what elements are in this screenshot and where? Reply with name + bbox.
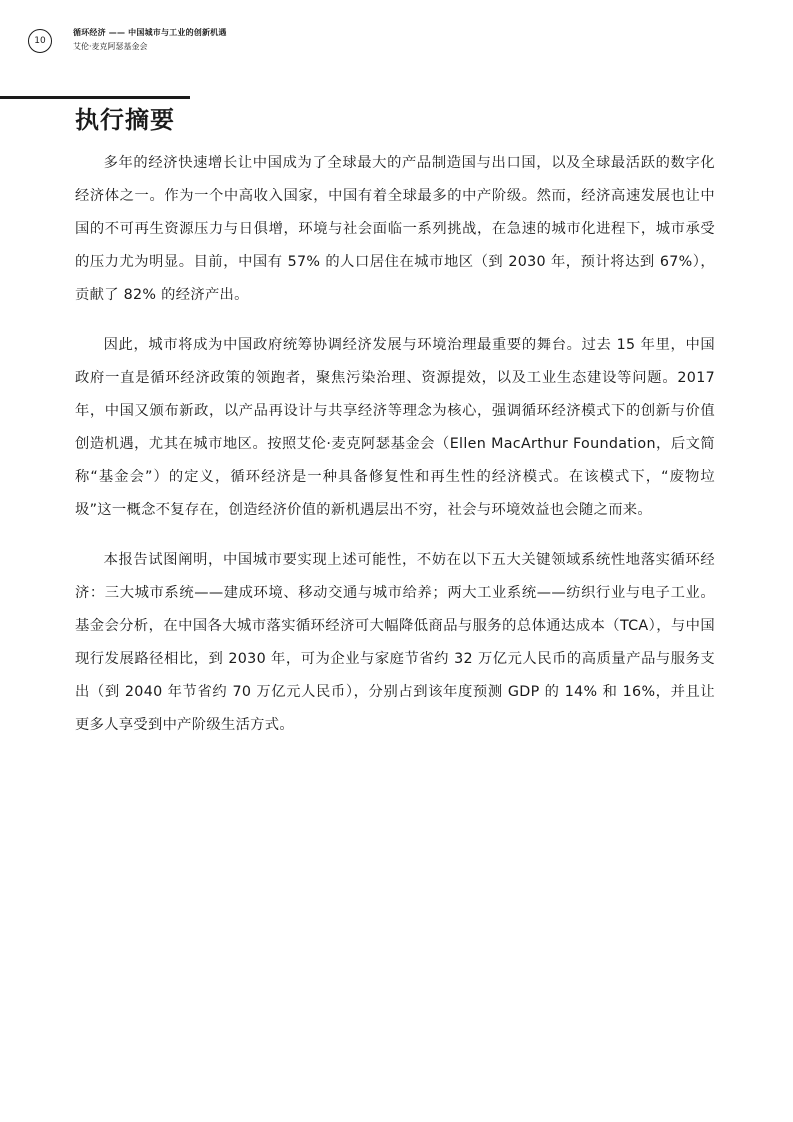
paragraph-2: 因此，城市将成为中国政府统筹协调经济发展与环境治理最重要的舞台。过去 15 年里，中国政府一直是循环经济政策的领跑者，聚焦污染治理、资源提效，以及工业生态建设等问题。2017 年，中国又颁布新政，以产品再设计与共享经济等理念为核心，强调循环经济模式下的创新与价值创造机遇，尤其在城市地区。按照艾伦·麦克阿瑟基金会（Ellen MacArthur Foundation，后文简称“基金会”）的定义，循环经济是一种具备修复性和再生性的经济模式。在该模式下，“废物垃圾”这一概念不复存在，创造经济价值的新机遇层出不穷，社会与环境效益也会随之而来。 [75, 337, 715, 518]
running-title: 循环经济 —— 中国城市与工业的创新机遇 [73, 28, 227, 37]
running-organization: 艾伦·麦克阿瑟基金会 [73, 42, 148, 51]
paragraph-1: 多年的经济快速增长让中国成为了全球最大的产品制造国与出口国，以及全球最活跃的数字化经济体之一。作为一个中高收入国家，中国有着全球最多的中产阶级。然而，经济高速发展也让中国的不可再生资源压力与日俱增，环境与社会面临一系列挑战，在急速的城市化进程下，城市承受的压力尤为明显。目前，中国有 57% 的人口居住在城市地区（到 2030 年，预计将达到 67%），贡献了 82% 的经济产出。 [75, 155, 715, 303]
section-title: 执行摘要 [75, 106, 175, 134]
paragraph-3: 本报告试图阐明，中国城市要实现上述可能性，不妨在以下五大关键领域系统性地落实循环经济：三大城市系统——建成环境、移动交通与城市给养；两大工业系统——纺织行业与电子工业。基金会分析，在中国各大城市落实循环经济可大幅降低商品与服务的总体通达成本（TCA），与中国现行发展路径相比，到 2030 年，可为企业与家庭节省约 32 万亿元人民币的高质量产品与服务支出（到 2040 年节省约 70 万亿元人民币），分别占到该年度预测 GDP 的 14% 和 16%，并且让更多人享受到中产阶级生活方式。 [75, 552, 715, 733]
body-text [75, 147, 715, 759]
section-rule [0, 96, 190, 99]
page-number: 10 [28, 29, 52, 53]
